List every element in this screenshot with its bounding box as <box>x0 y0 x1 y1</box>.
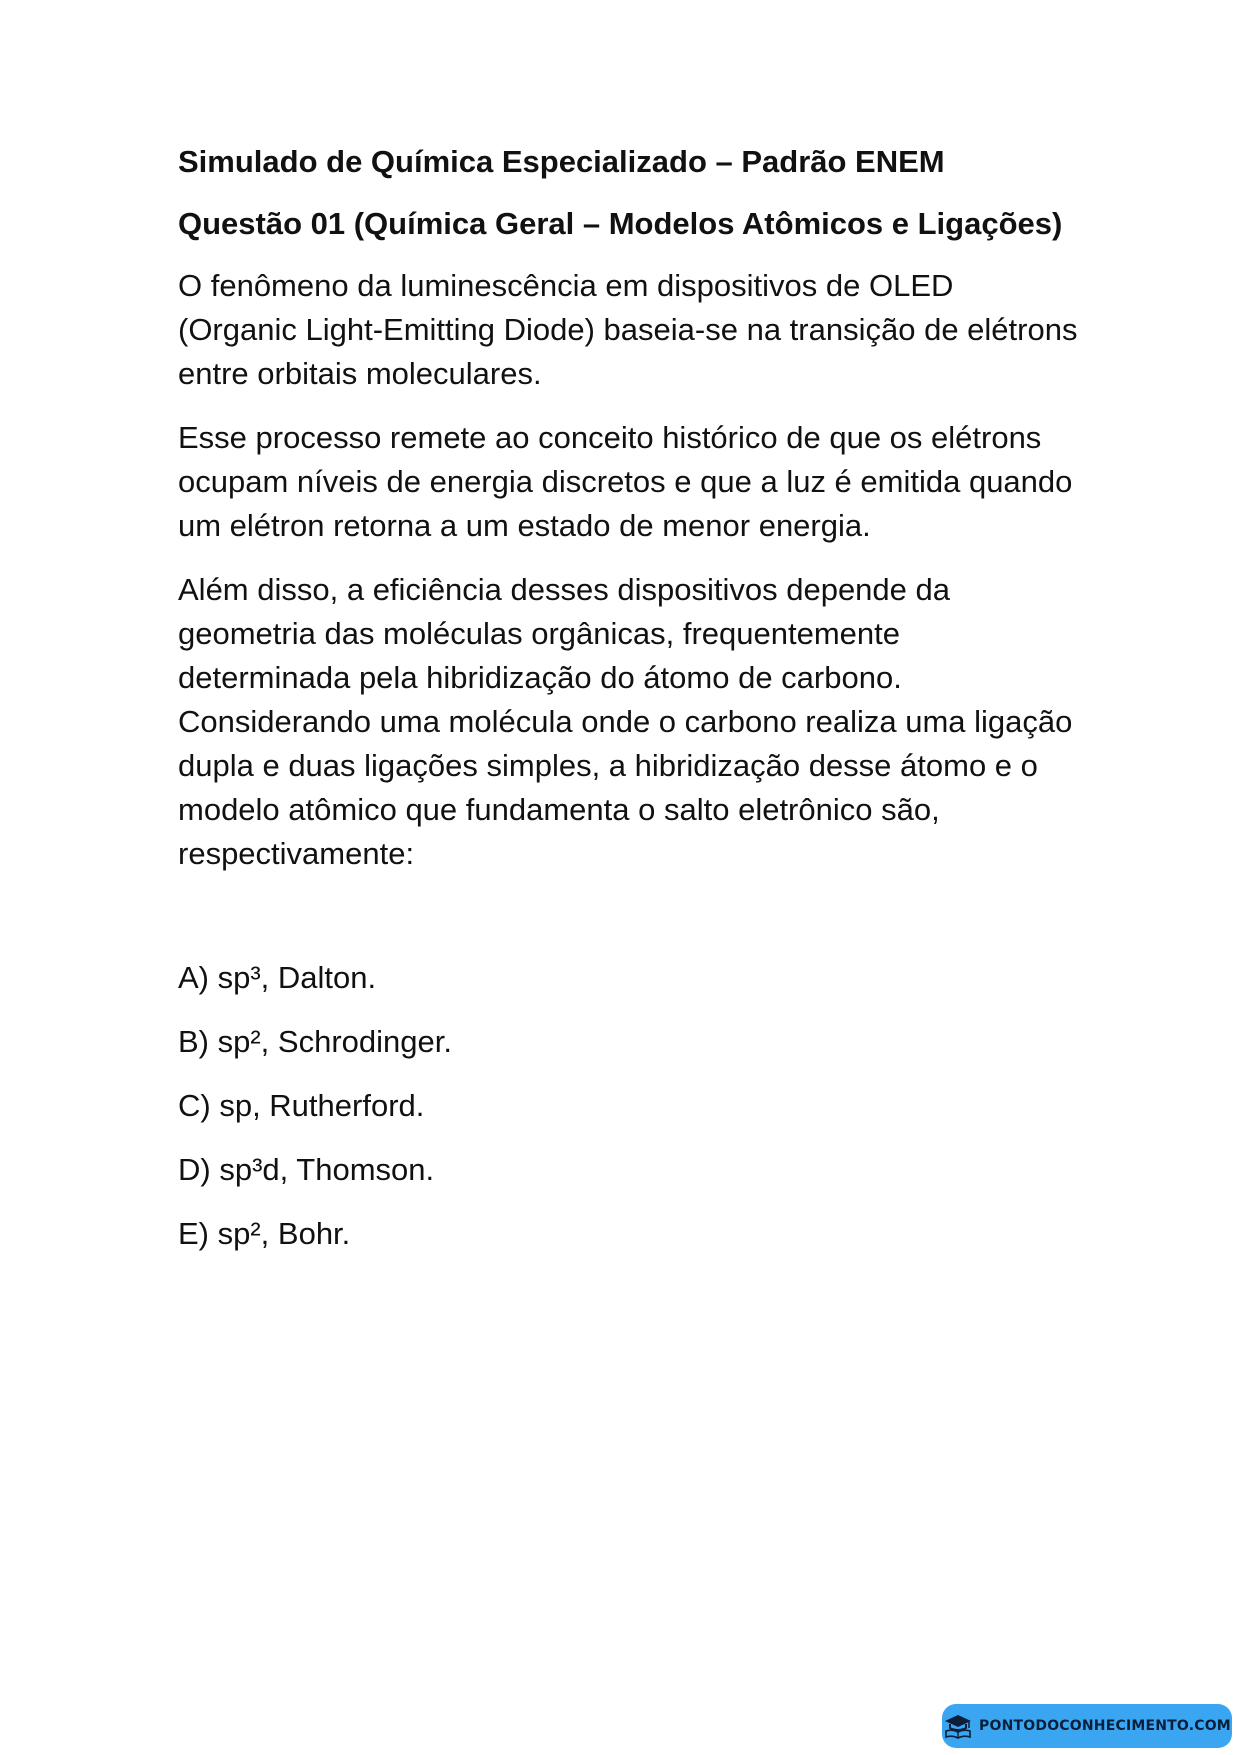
answer-options <box>178 956 1078 1256</box>
paragraph-concept: Esse processo remete ao conceito histórico de que os elétrons ocupam níveis de energia discretos e que a luz é emitida quando um elétron retorna a um estado de menor energia. <box>178 420 1073 543</box>
option-a: A) sp³, Dalton. <box>178 960 377 995</box>
paragraph-intro: O fenômeno da luminescência em dispositivos de OLED (Organic Light-Emitting Diode) baseia-se na transição de elétrons entre orbitais moleculares. <box>178 268 1078 391</box>
site-watermark-badge <box>942 1704 1232 1748</box>
document-page <box>178 140 1078 1276</box>
watermark-text: PONTODOCONHECIMENTO.COM <box>979 1718 1231 1734</box>
question-title: Questão 01 (Química Geral – Modelos Atômicos e Ligações) <box>178 206 1063 241</box>
option-c: C) sp, Rutherford. <box>178 1088 425 1123</box>
document-title: Simulado de Química Especializado – Padrão ENEM <box>178 144 945 179</box>
option-e: E) sp², Bohr. <box>178 1216 351 1251</box>
graduation-cap-book-icon <box>943 1713 973 1739</box>
option-b: B) sp², Schrodinger. <box>178 1024 452 1059</box>
paragraph-question: Além disso, a eficiência desses dispositivos depende da geometria das moléculas orgânicas, frequentemente determinada pela hibridização do átomo de carbono. Considerando uma molécula onde o carbono realiza uma ligação dupla e duas ligações simples, a hibridização desse átomo e o modelo atômico que fundamenta o salto eletrônico são, respectivamente: <box>178 572 1073 871</box>
option-d: D) sp³d, Thomson. <box>178 1152 435 1187</box>
